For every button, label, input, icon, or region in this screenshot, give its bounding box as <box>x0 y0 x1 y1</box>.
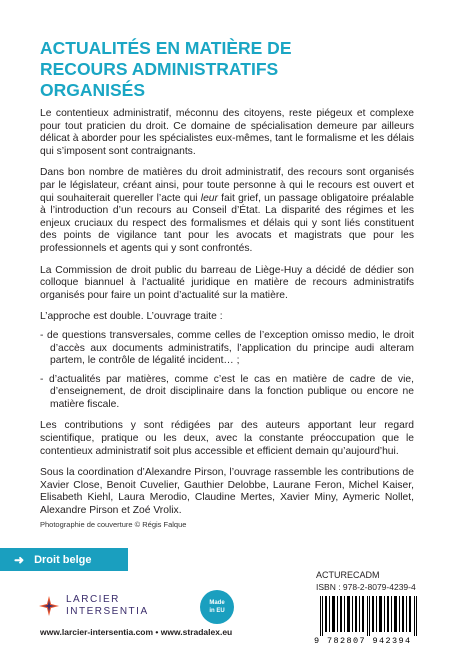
publisher-websites: www.larcier-intersentia.com • www.stradalex.eu <box>40 627 233 637</box>
paragraph-authors: Sous la coordination d’Alexandre Pirson, l’ouvrage rassemble les contributions de Xavier Close, Benoit Cuvelier, Gauthier Delobbe, Laurane Feron, Michel Kaiser, Elisabeth Kiehl, Laura Merodio, Claudine Mertes, Xavier Miny, Aymeric Nollet, Alexandre Pirson et Zoé Vrolix. <box>40 467 414 517</box>
arrow-right-icon: ➜ <box>14 552 25 567</box>
collection-label: Droit belge <box>34 553 92 566</box>
publisher-name <box>66 594 149 618</box>
publisher-name-line-1: LARCIER <box>66 594 120 605</box>
paragraph-recours-part2: fait grief, un passage obligatoire préalable à l’introduction d’un recours au Conseil d’État. La disparité des régimes et les enjeux cruciaux du respect des formalismes et délais qui y sont liés constituent des points de vigilance tant pour les avocats et magistrats que pour les professionnels et agents qui y sont confrontés. <box>40 192 414 254</box>
paragraph-recours-italic: leur <box>200 192 218 204</box>
badge-line-1: Made <box>209 600 225 606</box>
barcode-image <box>314 596 424 636</box>
paragraph-intro: Le contentieux administratif, méconnu des citoyens, reste piégeux et complexe pour tout praticien du droit. Ce domaine de spécialisation demeure par ailleurs délicat à aborder pour les spécialistes eux-mêmes, tant le formalisme et les délais qui s’imposent sont contraignants. <box>40 108 414 157</box>
publisher-logo <box>38 594 149 618</box>
paragraph-recours <box>40 167 414 255</box>
collection-band <box>0 548 128 571</box>
title-line-3: ORGANISÉS <box>40 80 146 100</box>
publisher-mark-icon <box>38 595 60 617</box>
photo-credit: Photographie de couverture © Régis Falque <box>40 520 187 529</box>
title-line-1: ACTUALITÉS EN MATIÈRE DE <box>40 38 292 58</box>
made-in-eu-badge <box>200 590 234 624</box>
paragraph-commission: La Commission de droit public du barreau de Liège-Huy a décidé de dédier son colloque biannuel à l’actualité juridique en matière de recours administratifs organisés pour faire un point d’actualité sur la matière. <box>40 264 414 301</box>
blurb <box>40 108 414 527</box>
paragraph-recours-part1: Dans bon nombre de matières du droit administratif, des recours sont organisés par le législateur, créant ainsi, pour toute personne à qui le recours est ouvert et qui souhaiterait quereller l’acte qui <box>40 167 414 204</box>
publisher-name-line-2: INTERSENTIA <box>66 606 149 617</box>
approach-item-matieres: - d’actualités par matières, comme c’est le cas en matière de cadre de vie, d’enseignement, de droit disciplinaire dans la fonction publique ou encore ne matière fiscale. <box>40 373 414 410</box>
barcode-digits: 9 782807 942394 <box>314 636 412 646</box>
paragraph-contributions: Les contributions y sont rédigées par des auteurs apportant leur regard scientifique, pratique ou les deux, avec la constante préoccupation que le contentieux administratif soit plus accessible et efficient demain qu’aujourd’hui. <box>40 420 414 457</box>
approach-list <box>40 330 414 412</box>
title-line-2: RECOURS ADMINISTRATIFS <box>40 59 279 79</box>
approach-item-transversal: - de questions transversales, comme celles de l’exception omisso medio, le droit d’accès aux documents administratifs, l’application du principe audi alteram partem, le contrôle de légalité incident… ; <box>40 329 414 367</box>
book-title <box>40 38 420 101</box>
paragraph-approach: L’approche est double. L’ouvrage traite : <box>40 311 223 323</box>
badge-line-2: in EU <box>209 608 225 614</box>
product-reference: ACTURECADM <box>316 570 380 580</box>
isbn-number: ISBN : 978-2-8079-4239-4 <box>316 582 416 592</box>
